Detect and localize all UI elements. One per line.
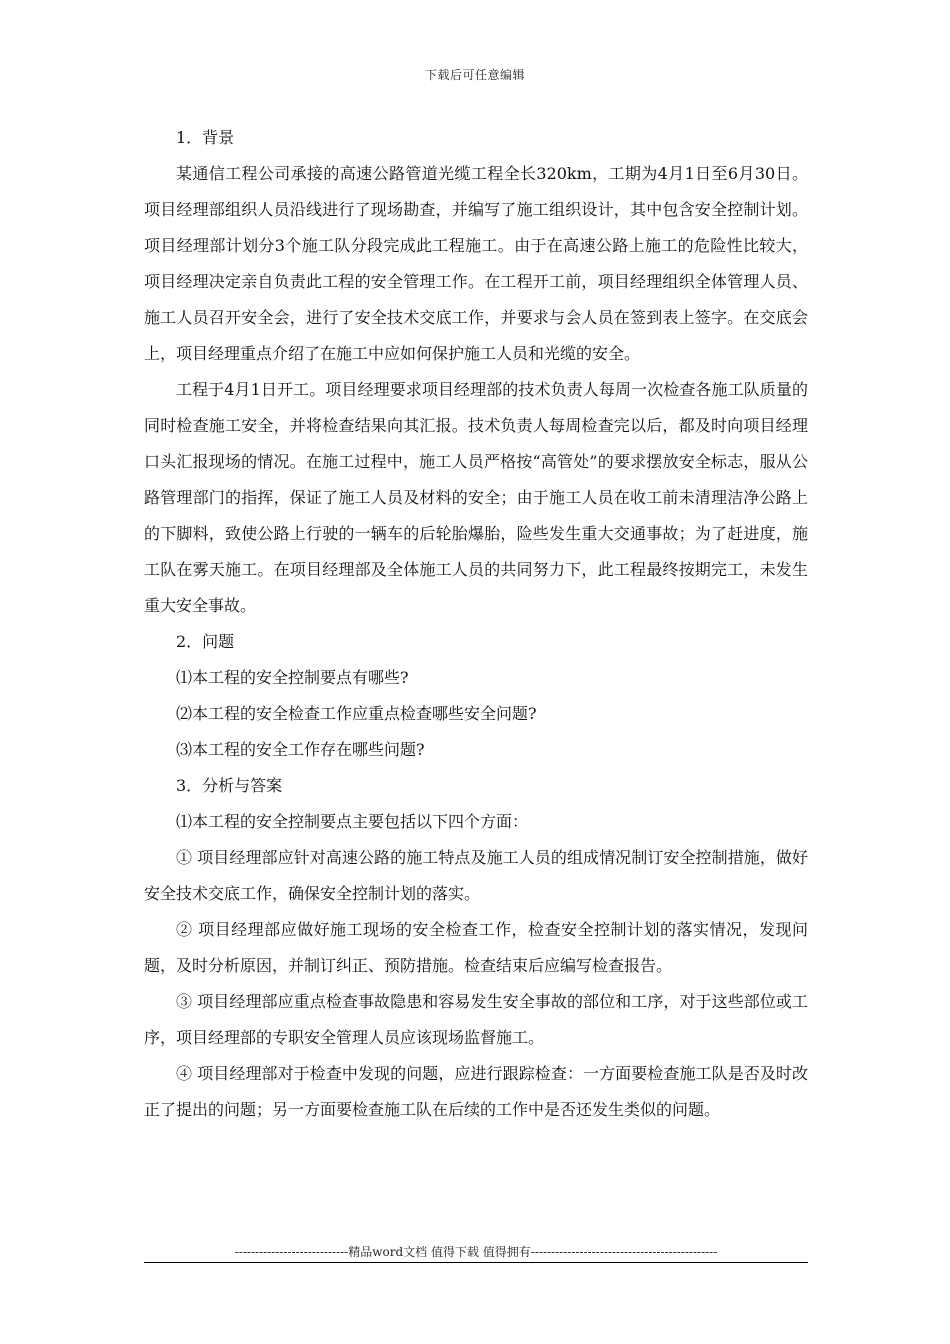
document-body <box>144 120 808 1128</box>
section-heading-answers: 3．分析与答案 <box>176 776 283 795</box>
answer-point-3: ③ 项目经理部应重点检查事故隐患和容易发生安全事故的部位和工序，对于这些部位或工序，项目经理部的专职安全管理人员应该现场监督施工。 <box>144 992 808 1047</box>
question-1: ⑴本工程的安全控制要点有哪些? <box>176 668 409 687</box>
answer-point-4: ④ 项目经理部对于检查中发现的问题，应进行跟踪检查：一方面要检查施工队是否及时改正了提出的问题；另一方面要检查施工队在后续的工作中是否还发生类似的问题。 <box>144 1064 808 1119</box>
page-header: 下载后可任意编辑 <box>424 68 525 82</box>
section-heading-questions: 2．问题 <box>176 632 235 651</box>
section-heading-background: 1．背景 <box>176 128 235 147</box>
footer-text: ----------------------------精品word文档 值得下载 值得拥有---------------------------------------------- <box>234 1245 718 1259</box>
answer-point-2: ② 项目经理部应做好施工现场的安全检查工作，检查安全控制计划的落实情况，发现问题，及时分析原因，并制订纠正、预防措施。检查结束后应编写检查报告。 <box>144 920 808 975</box>
paragraph-background-1: 某通信工程公司承接的高速公路管道光缆工程全长320km，工期为4月1日至6月30日。项目经理部组织人员沿线进行了现场勘查，并编写了施工组织设计，其中包含安全控制计划。项目经理部计划分3个施工队分段完成此工程施工。由于在高速公路上施工的危险性比较大，项目经理决定亲自负责此工程的安全管理工作。在工程开工前，项目经理组织全体管理人员、施工人员召开安全会，进行了安全技术交底工作，并要求与会人员在签到表上签字。在交底会上，项目经理重点介绍了在施工中应如何保护施工人员和光缆的安全。 <box>144 164 808 363</box>
question-3: ⑶本工程的安全工作存在哪些问题? <box>176 740 425 759</box>
paragraph-background-2: 工程于4月1日开工。项目经理要求项目经理部的技术负责人每周一次检查各施工队质量的同时检查施工安全，并将检查结果向其汇报。技术负责人每周检查完以后，都及时向项目经理口头汇报现场的情况。在施工过程中，施工人员严格按“高管处”的要求摆放安全标志，服从公路管理部门的指挥，保证了施工人员及材料的安全；由于施工人员在收工前未清理洁净公路上的下脚料，致使公路上行驶的一辆车的后轮胎爆胎，险些发生重大交通事故；为了赶进度，施工队在雾天施工。在项目经理部及全体施工人员的共同努力下，此工程最终按期完工，未发生重大安全事故。 <box>144 380 808 615</box>
question-2: ⑵本工程的安全检查工作应重点检查哪些安全问题? <box>176 704 537 723</box>
page-footer <box>144 1243 808 1263</box>
answer-point-1: ① 项目经理部应针对高速公路的施工特点及施工人员的组成情况制订安全控制措施，做好安全技术交底工作，确保安全控制计划的落实。 <box>144 848 808 903</box>
answer-1-intro: ⑴本工程的安全控制要点主要包括以下四个方面： <box>176 812 529 831</box>
